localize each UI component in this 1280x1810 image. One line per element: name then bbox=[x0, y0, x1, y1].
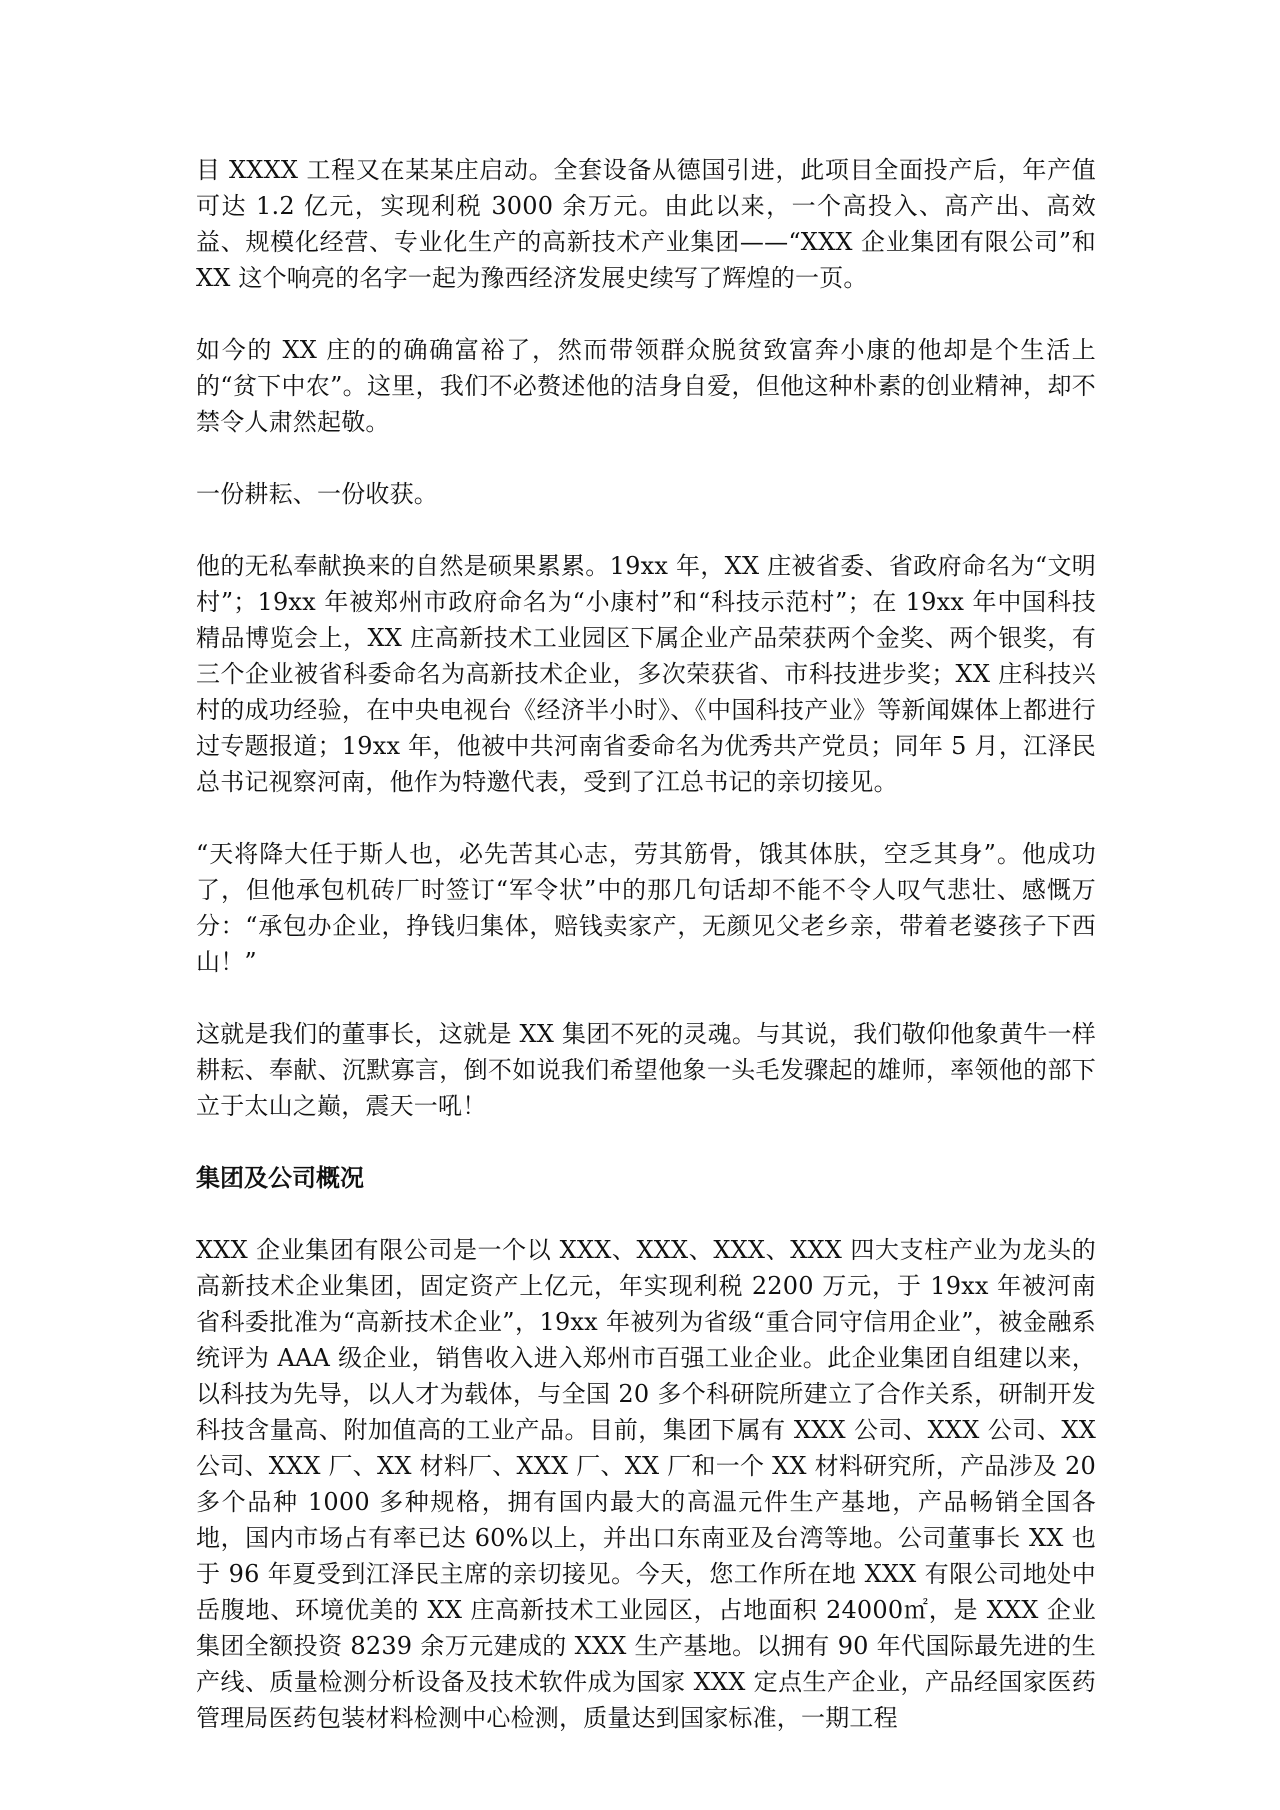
paragraph-chairman: 这就是我们的董事长，这就是 XX 集团不死的灵魂。与其说，我们敬仰他象黄牛一样耕耘、奉献、沉默寡言，倒不如说我们希望他象一头毛发骤起的雄师，率领他的部下立于太山之巅，震天一吼！ bbox=[196, 1020, 1096, 1120]
paragraph-harvest: 一份耕耘、一份收获。 bbox=[196, 480, 438, 508]
document-body bbox=[196, 152, 1096, 1772]
paragraph-wealthy-village: 如今的 XX 庄的的确确富裕了，然而带领群众脱贫致富奔小康的他却是个生活上的“贫下中农”。这里，我们不必赘述他的洁身自爱，但他这种朴素的创业精神，却不禁令人肃然起敬。 bbox=[196, 336, 1096, 436]
paragraph-project-launch: 目 XXXX 工程又在某某庄启动。全套设备从德国引进，此项目全面投产后，年产值可达 1.2 亿元，实现利税 3000 余万元。由此以来，一个高投入、高产出、高效益、规模化经营、专业化生产的高新技术产业集团——“XXX 企业集团有限公司”和 XX 这个响亮的名字一起为豫西经济发展史续写了辉煌的一页。 bbox=[196, 156, 1096, 292]
paragraph-quote: “天将降大任于斯人也，必先苦其心志，劳其筋骨，饿其体肤，空乏其身”。他成功了，但他承包机砖厂时签订“军令状”中的那几句话却不能不令人叹气悲壮、感慨万分：“承包办企业，挣钱归集体，赔钱卖家产，无颜见父老乡亲，带着老婆孩子下西山！” bbox=[196, 840, 1096, 976]
paragraph-achievements: 他的无私奉献换来的自然是硕果累累。19xx 年，XX 庄被省委、省政府命名为“文明村”；19xx 年被郑州市政府命名为“小康村”和“科技示范村”；在 19xx 年中国科技精品博览会上，XX 庄高新技术工业园区下属企业产品荣获两个金奖、两个银奖，有三个企业被省科委命名为高新技术企业，多次荣获省、市科技进步奖；XX 庄科技兴村的成功经验，在中央电视台《经济半小时》、《中国科技产业》等新闻媒体上都进行过专题报道；19xx 年，他被中共河南省委命名为优秀共产党员；同年 5 月，江泽民总书记视察河南，他作为特邀代表，受到了江总书记的亲切接见。 bbox=[196, 552, 1096, 796]
section-heading: 集团及公司概况 bbox=[196, 1164, 364, 1192]
paragraph-group-overview: XXX 企业集团有限公司是一个以 XXX、XXX、XXX、XXX 四大支柱产业为龙头的高新技术企业集团，固定资产上亿元，年实现利税 2200 万元，于 19xx 年被河南省科委批准为“高新技术企业”，19xx 年被列为省级“重合同守信用企业”，被金融系统评为 AAA 级企业，销售收入进入郑州市百强工业企业。此企业集团自组建以来，以科技为先导，以人才为载体，与全国 20 多个科研院所建立了合作关系，研制开发科技含量高、附加值高的工业产品。目前，集团下属有 XXX 公司、XXX 公司、XX 公司、XXX 厂、XX 材料厂、XXX 厂、XX 厂和一个 XX 材料研究所，产品涉及 20 多个品种 1000 多种规格，拥有国内最大的高温元件生产基地，产品畅销全国各地，国内市场占有率已达 60%以上，并出口东南亚及台湾等地。公司董事长 XX 也于 96 年夏受到江泽民主席的亲切接见。今天，您工作所在地 XXX 有限公司地处中岳腹地、环境优美的 XX 庄高新技术工业园区，占地面积 24000㎡，是 XXX 企业集团全额投资 8239 余万元建成的 XXX 生产基地。以拥有 90 年代国际最先进的生产线、质量检测分析设备及技术软件成为国家 XXX 定点生产企业，产品经国家医药管理局医药包装材料检测中心检测，质量达到国家标准，一期工程 bbox=[196, 1236, 1096, 1732]
